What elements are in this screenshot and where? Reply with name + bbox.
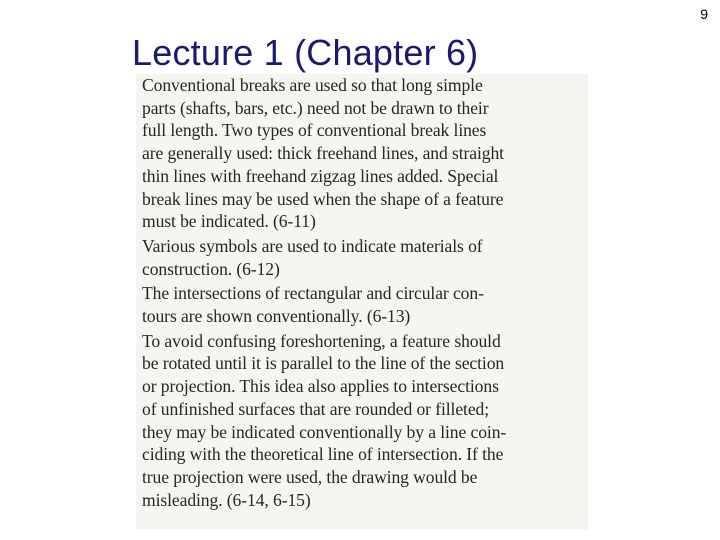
text-line: construction. (6-12): [142, 258, 280, 279]
text-line: parts (shafts, bars, etc.) need not be drawn to their: [142, 97, 489, 118]
scanned-text-block: [136, 74, 588, 530]
text-line: be rotated until it is parallel to the line of the section: [142, 353, 505, 374]
text-line: The intersections of rectangular and circular con-: [142, 283, 484, 304]
paragraph-material-symbols: [136, 235, 588, 280]
text-line: thin lines with freehand zigzag lines added. Special: [142, 165, 499, 186]
text-line: are generally used: thick freehand lines, and straight: [142, 143, 504, 164]
paragraph-conventional-breaks: [136, 74, 588, 233]
text-line: of unfinished surfaces that are rounded or filleted;: [142, 398, 490, 419]
paragraph-foreshortening: [136, 330, 588, 512]
text-line: must be indicated. (6-11): [142, 211, 316, 232]
slide-title: Lecture 1 (Chapter 6): [132, 32, 479, 73]
text-line: To avoid confusing foreshortening, a feature should: [142, 330, 501, 351]
text-line: tours are shown conventionally. (6-13): [142, 306, 411, 327]
text-line: Conventional breaks are used so that long simple: [142, 75, 483, 95]
paragraph-intersections: [136, 282, 588, 327]
text-line: or projection. This idea also applies to intersections: [142, 376, 499, 397]
text-line: Various symbols are used to indicate materials of: [142, 235, 483, 256]
text-line: break lines may be used when the shape of a feature: [142, 188, 504, 209]
text-line: full length. Two types of conventional break lines: [142, 120, 487, 141]
text-line: they may be indicated conventionally by a line coin-: [142, 421, 507, 442]
text-line: ciding with the theoretical line of intersection. If the: [142, 444, 504, 465]
text-line: true projection were used, the drawing would be: [142, 466, 478, 487]
text-line: misleading. (6-14, 6-15): [142, 489, 311, 510]
page-number: 9: [700, 6, 708, 22]
